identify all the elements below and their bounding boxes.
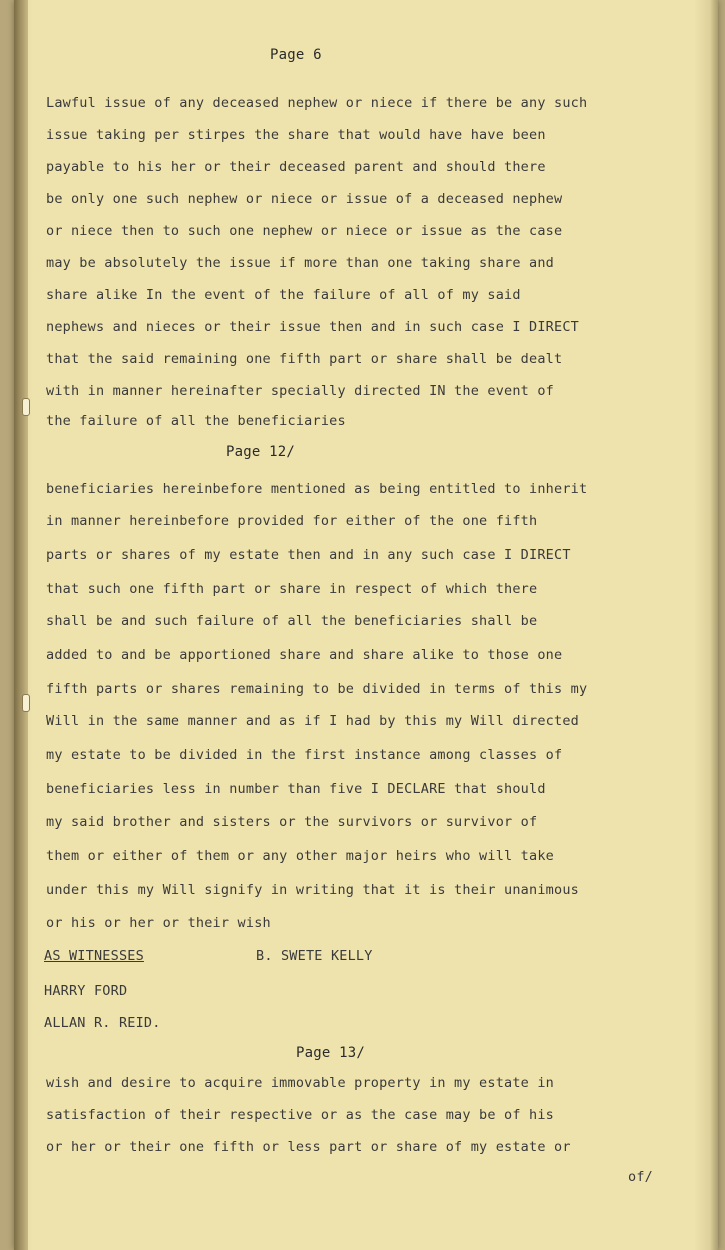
text-line: added to and be apportioned share and share alike to those one: [46, 647, 563, 663]
signatory-name: B. SWETE KELLY: [256, 948, 373, 964]
text-line: fifth parts or shares remaining to be divided in terms of this my: [46, 681, 588, 697]
text-line: my estate to be divided in the first instance among classes of: [46, 747, 563, 763]
punch-hole: [22, 398, 30, 416]
text-line: beneficiaries less in number than five I DECLARE that should: [46, 781, 546, 797]
text-line: wish and desire to acquire immovable property in my estate in: [46, 1075, 554, 1091]
witness-name: ALLAN R. REID.: [44, 1015, 161, 1031]
text-line: or her or their one fifth or less part or share of my estate or: [46, 1139, 571, 1155]
text-line: satisfaction of their respective or as the case may be of his: [46, 1107, 554, 1123]
document-page: [14, 0, 718, 1250]
page-heading: Page 6: [270, 47, 322, 63]
text-line: them or either of them or any other major heirs who will take: [46, 848, 554, 864]
text-line: or niece then to such one nephew or niece or issue as the case: [46, 223, 563, 239]
page-edge-shadow: [710, 0, 718, 1250]
text-line: share alike In the event of the failure of all of my said: [46, 287, 521, 303]
text-line: that the said remaining one fifth part or share shall be dealt: [46, 351, 563, 367]
text-line: be only one such nephew or niece or issue of a deceased nephew: [46, 191, 563, 207]
witness-label: AS WITNESSES: [44, 948, 144, 964]
witness-name: HARRY FORD: [44, 983, 128, 999]
binding-strip: [14, 0, 28, 1250]
text-line: beneficiaries hereinbefore mentioned as being entitled to inherit: [46, 481, 588, 497]
text-line: issue taking per stirpes the share that would have have been: [46, 127, 546, 143]
text-line: under this my Will signify in writing that it is their unanimous: [46, 882, 579, 898]
text-line: nephews and nieces or their issue then and in such case I DIRECT: [46, 319, 579, 335]
text-line: parts or shares of my estate then and in any such case I DIRECT: [46, 547, 571, 563]
page-heading: Page 12/: [226, 444, 296, 460]
text-line: Lawful issue of any deceased nephew or niece if there be any such: [46, 95, 588, 111]
text-line: may be absolutely the issue if more than one taking share and: [46, 255, 554, 271]
text-line: shall be and such failure of all the beneficiaries shall be: [46, 613, 538, 629]
text-line: the failure of all the beneficiaries: [46, 413, 346, 429]
text-line: or his or her or their wish: [46, 915, 271, 931]
punch-hole: [22, 694, 30, 712]
continuation-mark: of/: [628, 1169, 653, 1185]
text-line: payable to his her or their deceased parent and should there: [46, 159, 546, 175]
text-line: that such one fifth part or share in respect of which there: [46, 581, 538, 597]
page-heading: Page 13/: [296, 1045, 366, 1061]
text-line: with in manner hereinafter specially directed IN the event of: [46, 383, 554, 399]
text-line: Will in the same manner and as if I had by this my Will directed: [46, 713, 579, 729]
text-line: in manner hereinbefore provided for either of the one fifth: [46, 513, 538, 529]
text-line: my said brother and sisters or the survivors or survivor of: [46, 814, 538, 830]
